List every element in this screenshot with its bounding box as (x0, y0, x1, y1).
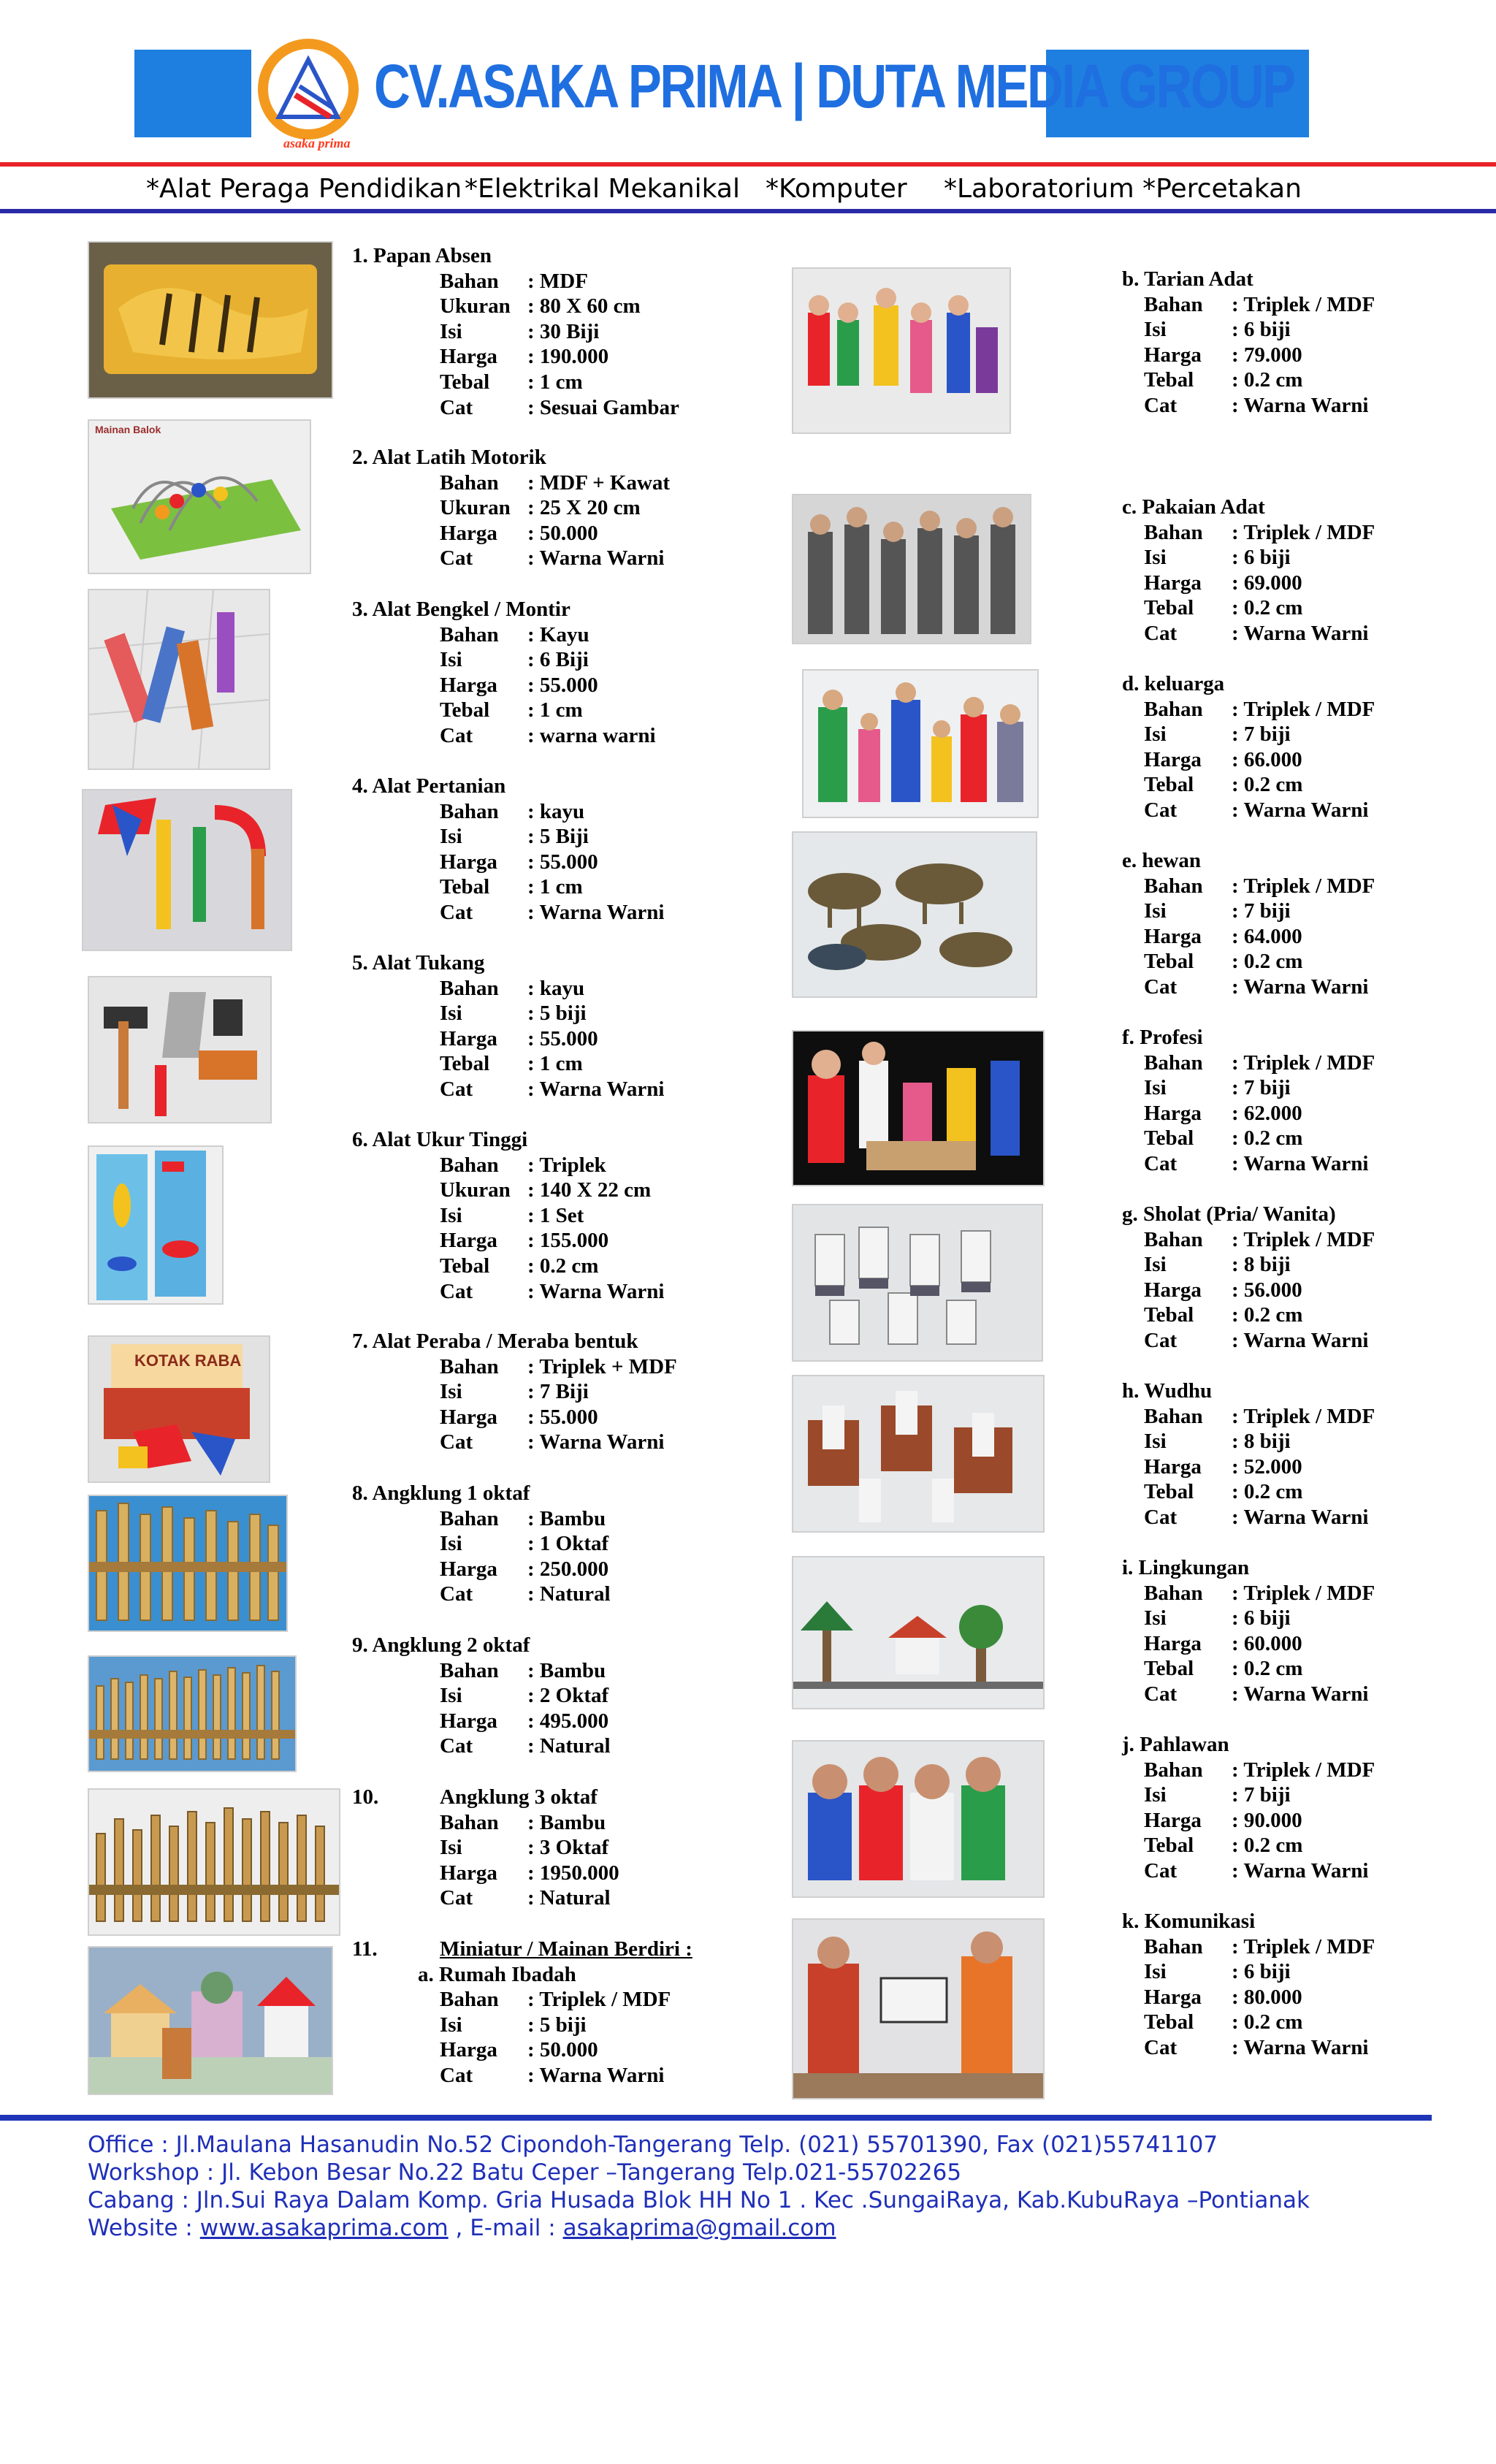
product-heading: f. Profesi (1122, 1026, 1203, 1049)
spec-value: : 5 biji (527, 1002, 587, 1026)
spec-key: Tebal (1144, 596, 1194, 620)
spec-key: Cat (440, 1279, 473, 1303)
footer-rule (0, 2115, 1432, 2121)
spec-key: Harga (1144, 747, 1202, 771)
spec-value: : 55.000 (527, 1026, 598, 1050)
spec-value: : Warna Warni (1232, 975, 1369, 999)
spec-key: Harga (440, 850, 497, 874)
spec-key: Tebal (1144, 368, 1194, 392)
spec-key: Isi (1144, 546, 1167, 570)
spec-key: Harga (440, 1557, 497, 1581)
spec-key: Harga (440, 521, 497, 545)
company-title: CV.ASAKA PRIMA | DUTA MEDIA GROUP (374, 52, 1294, 121)
spec-value: : Warna Warni (527, 2064, 665, 2087)
asaka-prima-logo (257, 38, 359, 146)
spec-key: Bahan (440, 1506, 499, 1530)
spec-value: : 0.2 cm (1232, 1480, 1303, 1504)
spec-key: Isi (1144, 1783, 1167, 1807)
spec-key: Bahan (440, 976, 499, 1000)
spec-key: Bahan (1144, 697, 1203, 721)
product-heading: b. Tarian Adat (1122, 267, 1253, 291)
spec-value: : 250.000 (527, 1557, 609, 1581)
spec-key: Cat (1144, 1506, 1178, 1529)
spec-value: : 55.000 (527, 850, 598, 874)
spec-key: Isi (440, 648, 462, 672)
spec-value: : 155.000 (527, 1229, 609, 1253)
spec-value: : 30 Biji (527, 319, 600, 343)
spec-key: Bahan (1144, 1581, 1203, 1605)
spec-value: : Triplek / MDF (527, 1988, 671, 2012)
product-heading: 2. Alat Latih Motorik (352, 446, 546, 469)
spec-key: Harga (440, 1709, 497, 1733)
spec-value: : Triplek / MDF (1232, 1934, 1375, 1958)
spec-key: Harga (1144, 343, 1202, 367)
category-item: *Komputer (766, 174, 907, 204)
spec-value: : Triplek / MDF (1232, 1050, 1375, 1075)
spec-key: Cat (440, 546, 473, 571)
photo-tarian-adat (792, 267, 1011, 434)
spec-value: : Warna Warni (1232, 622, 1369, 645)
spec-key: Cat (1144, 1329, 1178, 1352)
category-item: *Laboratorium *Percetakan (944, 174, 1302, 204)
photo-lingkungan (792, 1556, 1045, 1709)
spec-value: : 1 cm (527, 875, 583, 899)
product-heading-name: Angklung 3 oktaf (440, 1785, 598, 1809)
product-heading: 11. (352, 1937, 378, 1961)
photo-alat-bengkel (88, 589, 270, 770)
spec-key: Bahan (440, 470, 499, 495)
spec-key: Tebal (1144, 950, 1194, 974)
spec-value: : Triplek / MDF (1232, 1404, 1375, 1428)
product-heading: 4. Alat Pertanian (352, 774, 506, 798)
spec-key: Tebal (1144, 1834, 1194, 1858)
header-rule-red (0, 162, 1496, 167)
product-heading: k. Komunikasi (1122, 1910, 1256, 1933)
spec-key: Harga (1144, 1631, 1202, 1655)
product-heading: c. Pakaian Adat (1122, 495, 1265, 519)
spec-value: : warna warni (527, 724, 656, 747)
spec-value: : kayu (527, 799, 585, 823)
spec-key: Harga (1144, 571, 1202, 595)
spec-key: Cat (1144, 975, 1178, 999)
spec-value: : Warna Warni (1232, 798, 1369, 822)
spec-value: : 6 Biji (527, 648, 589, 672)
photo-pakaian-adat (792, 494, 1031, 644)
product-heading-name: Miniatur / Mainan Berdiri : (440, 1937, 692, 1961)
spec-key: Tebal (440, 875, 490, 899)
spec-value: : 7 biji (1232, 1076, 1291, 1100)
spec-key: Harga (1144, 1985, 1202, 2009)
product-heading: 6. Alat Ukur Tinggi (352, 1128, 528, 1151)
spec-key: Cat (440, 1734, 473, 1758)
spec-value: : 55.000 (527, 673, 598, 697)
spec-value: : 0.2 cm (527, 1254, 599, 1278)
spec-key: Bahan (440, 269, 499, 293)
photo-rumah-ibadah (88, 1946, 333, 2095)
spec-key: Isi (440, 1203, 462, 1227)
spec-key: Bahan (440, 1354, 499, 1378)
spec-key: Harga (1144, 1808, 1202, 1832)
spec-value: : Kayu (527, 622, 589, 646)
photo-angklung-1-oktaf (88, 1495, 288, 1632)
spec-value: : 1950.000 (527, 1861, 619, 1885)
spec-key: Cat (440, 1582, 473, 1606)
spec-key: Bahan (440, 1988, 499, 2012)
spec-key: Harga (440, 1405, 497, 1429)
spec-key: Isi (440, 1002, 462, 1026)
spec-key: Harga (440, 2038, 497, 2062)
spec-key: Harga (440, 673, 497, 697)
spec-value: : 0.2 cm (1232, 368, 1303, 392)
spec-key: Bahan (1144, 1227, 1203, 1251)
spec-key: Bahan (1144, 1404, 1203, 1428)
footer-cabang: Cabang : Jln.Sui Raya Dalam Komp. Gria Husada Blok HH No 1 . Kec .SungaiRaya, Kab.KubuRaya –Pontianak (88, 2187, 1310, 2213)
spec-key: Harga (440, 1026, 497, 1050)
product-heading: e. hewan (1122, 849, 1201, 872)
product-heading: 8. Angklung 1 oktaf (352, 1481, 530, 1505)
spec-key: Harga (1144, 924, 1202, 948)
product-heading: 10. (352, 1785, 379, 1809)
spec-value: : MDF + Kawat (527, 470, 671, 495)
product-heading: 3. Alat Bengkel / Montir (352, 598, 570, 621)
spec-value: : Triplek / MDF (1232, 697, 1375, 721)
spec-key: Isi (1144, 1606, 1167, 1630)
spec-key: Cat (1144, 622, 1178, 645)
footer-workshop: Workshop : Jl. Kebon Besar No.22 Batu Ceper –Tangerang Telp.021-55702265 (88, 2159, 962, 2186)
product-heading: 1. Papan Absen (352, 244, 492, 267)
spec-value: : Triplek / MDF (1232, 1758, 1375, 1782)
spec-value: : Bambu (527, 1506, 606, 1530)
photo-papan-absen (88, 241, 333, 399)
spec-value: : 56.000 (1232, 1278, 1302, 1302)
spec-value: : 140 X 22 cm (527, 1178, 652, 1202)
spec-value: : 0.2 cm (1232, 596, 1303, 620)
email-link[interactable]: asakaprima@gmail.com (562, 2215, 836, 2241)
website-link[interactable]: www.asakaprima.com (199, 2215, 449, 2241)
spec-value: : Natural (527, 1886, 611, 1910)
spec-value: : 190.000 (527, 345, 609, 369)
spec-value: : 7 biji (1232, 1783, 1291, 1807)
spec-value: : 8 biji (1232, 1253, 1291, 1277)
spec-value: : MDF (527, 269, 588, 293)
spec-value: : Warna Warni (1232, 2036, 1369, 2059)
spec-value: : 90.000 (1232, 1808, 1302, 1832)
spec-value: : 5 Biji (527, 825, 589, 849)
spec-value: : 50.000 (527, 521, 598, 545)
spec-key: Ukuran (440, 294, 511, 319)
spec-key: Tebal (1144, 1126, 1194, 1151)
spec-key: Tebal (440, 1052, 490, 1076)
spec-value: : Natural (527, 1734, 611, 1758)
spec-value: : 1 cm (527, 370, 583, 394)
spec-value: : 25 X 20 cm (527, 496, 641, 520)
product-heading: 9. Angklung 2 oktaf (352, 1633, 530, 1657)
spec-key: Bahan (1144, 1758, 1203, 1782)
footer-website-line (88, 2215, 836, 2241)
spec-key: Isi (440, 1836, 462, 1860)
spec-key: Cat (1144, 1682, 1178, 1706)
spec-key: Cat (1144, 1152, 1178, 1175)
spec-value: : 7 biji (1232, 722, 1291, 747)
spec-value: : 495.000 (527, 1709, 609, 1733)
spec-key: Bahan (440, 1810, 499, 1834)
photo-angklung-3-oktaf (88, 1788, 340, 1936)
spec-value: : Bambu (527, 1658, 606, 1682)
spec-key: Bahan (440, 799, 499, 823)
spec-key: Isi (1144, 318, 1167, 342)
spec-key: Isi (440, 825, 462, 849)
spec-value: : 62.000 (1232, 1101, 1302, 1125)
photo-keluarga (802, 669, 1039, 818)
spec-key: Bahan (440, 622, 499, 646)
spec-value: : 1 cm (527, 698, 583, 722)
spec-key: Isi (440, 1380, 462, 1404)
spec-value: : Warna Warni (1232, 394, 1369, 417)
spec-value: : 50.000 (527, 2038, 598, 2062)
email-label: , E-mail : (448, 2215, 563, 2241)
spec-value: : 1 cm (527, 1052, 583, 1076)
spec-key: Cat (1144, 1859, 1178, 1883)
photo-sholat (792, 1204, 1043, 1362)
photo-alat-ukur-tinggi (88, 1145, 224, 1305)
logo-caption: asaka prima (283, 136, 351, 150)
spec-key: Ukuran (440, 1178, 511, 1202)
spec-key: Cat (1144, 798, 1178, 822)
spec-key: Cat (1144, 394, 1178, 417)
spec-value: : 3 Oktaf (527, 1836, 609, 1860)
category-item: *Alat Peraga Pendidikan (146, 174, 462, 204)
product-heading: 5. Alat Tukang (352, 951, 485, 974)
photo-alat-pertanian (82, 789, 292, 951)
spec-value: : 79.000 (1232, 343, 1302, 367)
header-rule-blue (0, 209, 1496, 213)
footer-office: Office : Jl.Maulana Hasanudin No.52 Cipondoh-Tangerang Telp. (021) 55701390, Fax (021)55741107 (88, 2132, 1218, 2158)
spec-value: : 1 Oktaf (527, 1532, 609, 1556)
spec-key: Tebal (440, 370, 490, 394)
spec-value: : 60.000 (1232, 1631, 1302, 1655)
spec-key: Cat (440, 1430, 473, 1454)
spec-key: Cat (440, 1886, 473, 1910)
spec-key: Harga (440, 1861, 497, 1885)
spec-key: Bahan (440, 1153, 499, 1177)
spec-key: Cat (440, 724, 473, 747)
photo-alat-tukang (88, 976, 272, 1124)
spec-value: : Triplek / MDF (1232, 1227, 1375, 1251)
spec-value: : 1 Set (527, 1203, 584, 1227)
spec-key: Bahan (1144, 292, 1203, 316)
spec-value: : Triplek (527, 1153, 606, 1177)
spec-value: : Triplek / MDF (1232, 1581, 1375, 1605)
spec-value: : Warna Warni (1232, 1682, 1369, 1706)
product-subheading: a. Rumah Ibadah (418, 1962, 576, 1986)
spec-value: : Warna Warni (527, 1279, 665, 1303)
photo-profesi (792, 1030, 1045, 1186)
spec-value: : 0.2 cm (1232, 1303, 1303, 1327)
spec-key: Harga (1144, 1454, 1202, 1479)
spec-key: Harga (1144, 1278, 1202, 1302)
spec-key: Isi (1144, 1076, 1167, 1100)
spec-value: : Warna Warni (527, 546, 665, 571)
spec-key: Bahan (1144, 1934, 1203, 1958)
photo-wudhu (792, 1375, 1045, 1533)
spec-key: Harga (1144, 1101, 1202, 1125)
photo-angklung-2-oktaf (88, 1655, 297, 1772)
spec-key: Isi (1144, 722, 1167, 747)
spec-value: : 0.2 cm (1232, 1657, 1303, 1681)
spec-key: Isi (440, 319, 462, 343)
spec-key: Cat (440, 1077, 473, 1101)
photo-alat-latih-motorik (88, 419, 311, 574)
product-heading: j. Pahlawan (1122, 1733, 1229, 1756)
spec-value: : Triplek + MDF (527, 1354, 677, 1378)
product-heading: d. keluarga (1122, 672, 1225, 695)
spec-key: Bahan (1144, 520, 1203, 544)
spec-value: : 80 X 60 cm (527, 294, 641, 319)
spec-value: : 66.000 (1232, 747, 1302, 771)
spec-value: : 52.000 (1232, 1454, 1302, 1479)
spec-key: Tebal (1144, 2010, 1194, 2034)
spec-key: Tebal (1144, 1303, 1194, 1327)
spec-value: : Natural (527, 1582, 611, 1606)
spec-value: : Warna Warni (1232, 1506, 1369, 1529)
spec-key: Bahan (1144, 874, 1203, 898)
spec-value: : Warna Warni (527, 1430, 665, 1454)
spec-key: Cat (440, 2064, 473, 2087)
photo-komunikasi (792, 1918, 1045, 2099)
spec-value: : 64.000 (1232, 924, 1302, 948)
spec-key: Isi (1144, 1430, 1167, 1454)
spec-value: : 6 biji (1232, 1606, 1291, 1630)
spec-key: Harga (440, 345, 497, 369)
spec-key: Isi (440, 1532, 462, 1556)
spec-value: : kayu (527, 976, 585, 1000)
spec-key: Cat (440, 395, 473, 419)
spec-value: : 6 biji (1232, 546, 1291, 570)
spec-value: : 0.2 cm (1232, 773, 1303, 797)
photo-caption-mainan-balok: Mainan Balok (95, 424, 161, 435)
spec-value: : Sesuai Gambar (527, 395, 679, 419)
spec-value: : Warna Warni (527, 1077, 665, 1101)
website-label: Website : (88, 2215, 200, 2241)
spec-value: : 8 biji (1232, 1430, 1291, 1454)
spec-key: Isi (1144, 1960, 1167, 1984)
spec-value: : Warna Warni (1232, 1329, 1369, 1352)
spec-value: : 80.000 (1232, 1985, 1302, 2009)
spec-key: Cat (440, 901, 473, 924)
spec-key: Tebal (1144, 1480, 1194, 1504)
spec-value: : Warna Warni (1232, 1859, 1369, 1883)
spec-value: : 0.2 cm (1232, 950, 1303, 974)
spec-value: : Warna Warni (1232, 1152, 1369, 1175)
spec-key: Tebal (440, 698, 490, 722)
spec-value: : 5 biji (527, 2013, 587, 2037)
spec-value: : Bambu (527, 1810, 606, 1834)
spec-key: Tebal (1144, 1657, 1194, 1681)
spec-key: Bahan (440, 1658, 499, 1682)
spec-key: Isi (440, 1684, 462, 1708)
spec-value: : 0.2 cm (1232, 1126, 1303, 1151)
spec-value: : 55.000 (527, 1405, 598, 1429)
product-heading: i. Lingkungan (1122, 1556, 1250, 1579)
spec-value: : 6 biji (1232, 318, 1291, 342)
spec-key: Isi (1144, 899, 1167, 923)
photo-kotak-raba (88, 1335, 270, 1483)
spec-key: Tebal (440, 1254, 490, 1278)
spec-key: Bahan (1144, 1050, 1203, 1075)
spec-key: Cat (1144, 2036, 1178, 2059)
product-heading: h. Wudhu (1122, 1379, 1213, 1403)
category-item: *Elektrikal Mekanikal (465, 174, 740, 204)
spec-value: : 7 biji (1232, 899, 1291, 923)
spec-key: Isi (1144, 1253, 1167, 1277)
product-heading: g. Sholat (Pria/ Wanita) (1122, 1202, 1336, 1226)
spec-value: : Triplek / MDF (1232, 874, 1375, 898)
photo-caption-kotak-raba: KOTAK RABA (134, 1351, 242, 1370)
photo-hewan (792, 831, 1037, 998)
spec-key: Tebal (1144, 773, 1194, 797)
spec-value: : 0.2 cm (1232, 1834, 1303, 1858)
spec-key: Ukuran (440, 496, 511, 520)
spec-value: : 2 Oktaf (527, 1684, 609, 1708)
spec-value: : 6 biji (1232, 1960, 1291, 1984)
spec-value: : 69.000 (1232, 571, 1302, 595)
spec-value: : Warna Warni (527, 901, 665, 924)
spec-value: : 7 Biji (527, 1380, 589, 1404)
spec-key: Harga (440, 1229, 497, 1253)
header-banner-left (134, 50, 251, 137)
spec-value: : Triplek / MDF (1232, 292, 1375, 316)
product-heading: 7. Alat Peraba / Meraba bentuk (352, 1330, 638, 1353)
spec-value: : 0.2 cm (1232, 2010, 1303, 2034)
photo-pahlawan (792, 1740, 1045, 1898)
spec-key: Isi (440, 2013, 462, 2037)
spec-value: : Triplek / MDF (1232, 520, 1375, 544)
